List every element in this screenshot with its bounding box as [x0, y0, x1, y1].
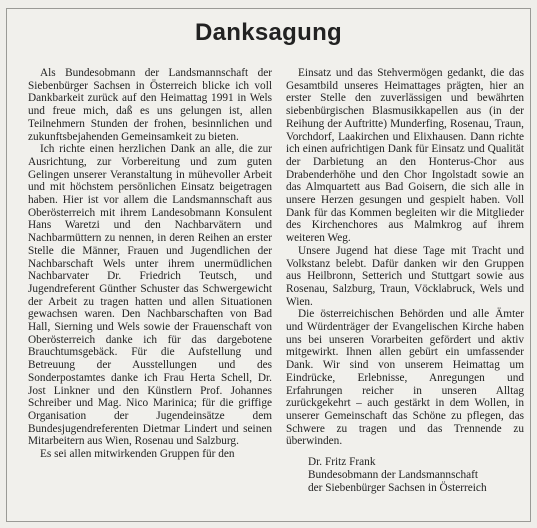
paragraph: Die österreichischen Behörden und alle Ämter und Würdenträger der Evangelischen Kirche haben uns bei unseren Vorarbeiten gefördert und aktiv mitgewirkt. Ihnen allen gebürt ein umfassender Dank. Wir sind von unserem Heimattag um Eindrücke, Erlebnisse, Anregungen und Erfahrungen reicher in unseren Alltag zurückgekehrt – auch gestärkt in dem Wollen, in unserer Gemeinschaft das Schöne zu pflegen, das Schwere zu tragen und das Trennende zu überwinden.	[286, 308, 524, 448]
signature-name: Dr. Fritz Frank	[308, 456, 376, 469]
paragraph: Unsere Jugend hat diese Tage mit Tracht und Volkstanz belebt. Dafür danken wir den Gruppen aus Heilbronn, Setterich und Stuttgart sowie aus Rosenau, Salzburg, Traun, Vöcklabruck, Wels und Wien.	[286, 244, 524, 308]
signature-block	[308, 456, 524, 494]
signature-role: Bundesobmann der Landsmannschaft	[308, 468, 479, 481]
paragraph: Ich richte einen herzlichen Dank an alle, die zur Ausrichtung, zur Vorbereitung und zum guten Gelingen unserer Veranstaltung in mühevoller Arbeit und mit höchstem persönlichen Einsatz beigetragen haben. Hier ist vor allem die Landsmannschaft aus Oberösterreich mit ihrem Landesobmann Konsulent Hans Waretzi und den Nachbarvätern und Nachbarmüttern zu nennen, in deren Reihen an erster Stelle die Männer, Frauen und Jugendlichen der Nachbarschaft Wels unter ihrem unermüdlichen Nachbarvater Dr. Friedrich Teutsch, und Jugendreferent Günther Schuster das Schwergewicht der Arbeit zu tragen hatten und allen Situationen gewachsen waren. Den Nachbarschaften von Bad Hall, Sierning und Wels sowie der Frauenschaft von Oberösterreich danke ich für das dargebotene Brauchtumsgebäck. Für die Aufstellung und Betreuung der Ausstellungen und des Sonderpostamtes danke ich Frau Herta Schell, Dr. Jost Linkner und den Künstlern Prof. Johannes Schreiber und Mag. Nico Marinica; für die griffige Organisation der Jugendeinsätze dem Bundesjugendreferenten Dietmar Lindert und seinen Mitarbeitern aus Wien, Rosenau und Salzburg.	[28, 143, 272, 448]
newspaper-clipping	[6, 8, 531, 522]
paragraph: Als Bundesobmann der Landsmannschaft der Siebenbürger Sachsen in Österreich blicke ich voll Dankbarkeit zurück auf den Heimattag 1991 in Wels und freue mich, daß es uns gelungen ist, allen Teilnehmern Stunden der frohen, besinnlichen und zukunftsbejahenden Gemeinsamkeit zu bieten.	[28, 67, 272, 143]
left-column	[28, 67, 272, 461]
paragraph: Einsatz und das Stehvermögen gedankt, die das Gesamtbild unseres Heimattages prägten, hier an erster Stelle den zuverlässigen und bewährten siebenbürgischen Blasmusikkapellen aus (in der Reihung der Auftritte) Munderfing, Rosenau, Traun, Vorchdorf, Laakirchen und Elixhausen. Dann richte ich einen aufrichtigen Dank für Einsatz und Qualität der Darbietung an den Honterus-Chor aus Drabenderhöhe und den Chor Ingolstadt sowie an das Almquartett aus Bad Goisern, die sich alle in unsere Herzen gesungen und gespielt haben. Voll Dank für das Kommen begleiten wir die Mitglieder des Kirchenchores aus Malmkrog auf ihrem weiteren Weg.	[286, 67, 524, 245]
article-title: Danksagung	[194, 19, 343, 46]
paragraph: Es sei allen mitwirkenden Gruppen für den	[40, 448, 235, 461]
signature-org: der Siebenbürger Sachsen in Österreich	[308, 481, 487, 494]
right-column	[286, 67, 524, 494]
